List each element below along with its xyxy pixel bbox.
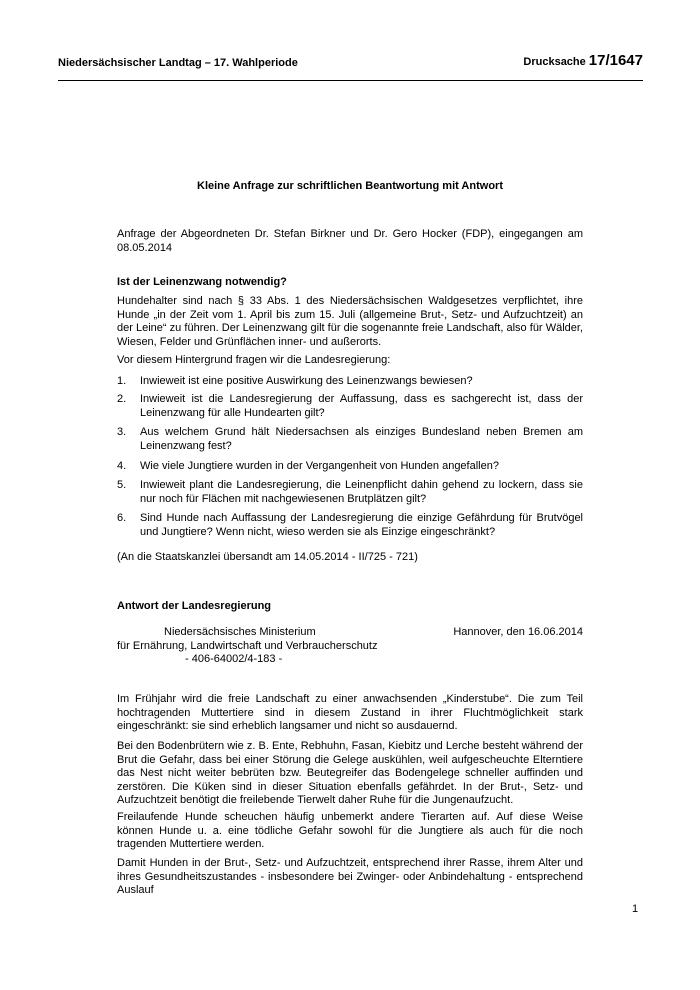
question-text: Inwieweit ist die Landesregierung der Auffassung, dass es sachgerecht ist, dass der Leinenzwang für alle Hundearten gilt? [140,393,583,419]
answer-paragraph: Freilaufende Hunde scheuchen häufig unbemerkt andere Tierarten auf. Auf diese Weise können Hunde u. a. eine tödliche Gefahr sowohl für die Jungtiere als auch für die noch tragenden Muttertiere werden. [117,811,583,850]
document-title: Kleine Anfrage zur schriftlichen Beantwortung mit Antwort [197,180,503,192]
lead-in: Vor diesem Hintergrund fragen wir die Landesregierung: [117,354,391,366]
question-number: 1. [117,375,127,387]
question-number: 4. [117,460,127,472]
answer-paragraph: Bei den Bodenbrütern wie z. B. Ente, Rebhuhn, Fasan, Kiebitz und Lerche besteht während der Brut die Gefahr, dass bei einer Störung die Gelege auskühlen, weil aufgescheuchte Elterntiere das Nest nicht weiter bebrüten bzw. Beutegreifer das Bodengelege schneller auffinden und zerstören. Die Küken sind in dieser Situation ebenfalls gefährdet. In der Brut-, Setz- und Aufzuchtzeit benötigt die freilebende Tierwelt daher Ruhe für die Jungenaufzucht. [117,740,583,806]
place-and-date: Hannover, den 16.06.2014 [453,626,583,638]
answer-paragraph: Damit Hunden in der Brut-, Setz- und Aufzuchtzeit, entsprechend ihrer Rasse, ihrem Alter und ihres Gesundheitszustandes - insbesondere bei Zwinger- oder Anbindehaltung - entsprechend Auslauf [117,857,583,896]
page-number: 1 [632,903,639,915]
question-heading: Ist der Leinenzwang notwendig? [117,276,287,288]
ministry-department: für Ernährung, Landwirtschaft und Verbraucherschutz [117,639,378,652]
question-number: 2. [117,393,127,405]
ministry-block [117,626,417,667]
question-body: Hundehalter sind nach § 33 Abs. 1 des Niedersächsischen Waldgesetzes verpflichtet, ihre Hunde „in der Zeit vom 1. April bis zum 15. Juli (allgemeine Brut-, Setz- und Aufzuchtzeit) an der Leine“ zu führen. Der Leinenzwang gilt für die sogenannte freie Landschaft, also für Wälder, Wiesen, Felder und Grünflächen inner- und außerorts. [117,295,583,348]
page-header [58,52,643,74]
inquiry-intro: Anfrage der Abgeordneten Dr. Stefan Birkner und Dr. Gero Hocker (FDP), eingegangen am 08.05.2014 [117,228,583,254]
question-number: 6. [117,512,127,524]
answer-heading: Antwort der Landesregierung [117,600,272,612]
parliament-period: Niedersächsischer Landtag – 17. Wahlperiode [58,57,298,69]
printed-matter-number [523,52,643,70]
ministry-name: Niedersächsisches Ministerium [164,626,316,638]
question-text: Sind Hunde nach Auffassung der Landesregierung die einzige Gefährdung für Brutvögel und Jungtiere? Wenn nicht, wieso werden sie als Einzige eingeschränkt? [140,512,583,538]
question-text: Inwieweit ist eine positive Auswirkung des Leinenzwangs bewiesen? [140,375,473,387]
transmittal-note: (An die Staatskanzlei übersandt am 14.05.2014 - II/725 - 721) [117,551,418,563]
header-divider [58,80,643,81]
question-number: 5. [117,479,127,491]
file-reference: - 406-64002/4-183 - [185,653,283,665]
printed-matter-label: Drucksache [523,56,586,68]
question-text: Inwieweit plant die Landesregierung, die Leinenpflicht dahin gehend zu lockern, dass sie nur noch für Flächen mit nachgewiesenen Brutplätzen gilt? [140,479,583,505]
question-number: 3. [117,426,127,438]
question-text: Aus welchem Grund hält Niedersachsen als einziges Bundesland neben Bremen am Leinenzwang fest? [140,426,583,452]
answer-paragraph: Im Frühjahr wird die freie Landschaft zu einer anwachsenden „Kinderstube“. Die zum Teil hochtragenden Muttertiere sind in diesem Zustand in ihrer Fluchtmöglichkeit stark eingeschränkt: sie sind erheblich langsamer und nicht so ausdauernd. [117,693,583,732]
question-text: Wie viele Jungtiere wurden in der Vergangenheit von Hunden angefallen? [140,460,499,472]
printed-matter-value: 17/1647 [588,52,643,69]
